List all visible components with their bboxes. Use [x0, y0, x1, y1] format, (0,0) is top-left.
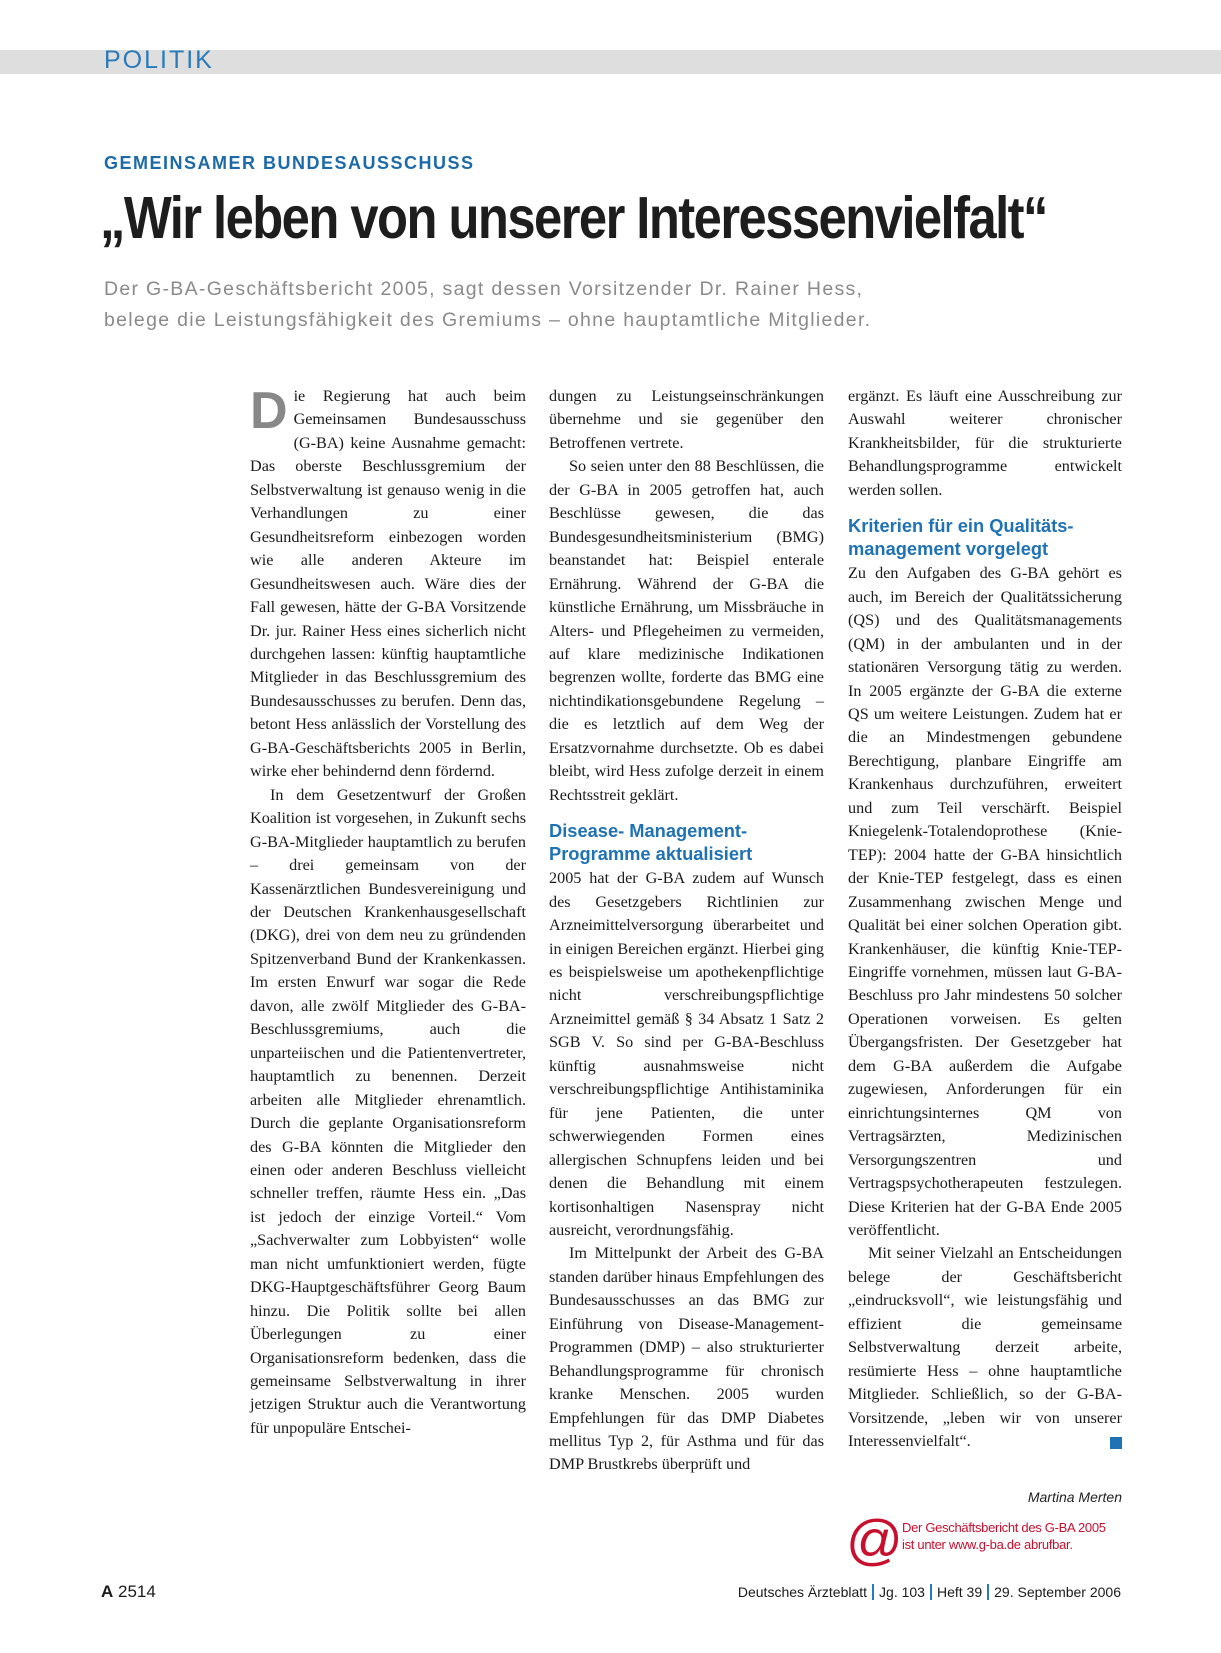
journal-footer — [738, 1584, 1121, 1600]
page-prefix: A — [101, 1582, 114, 1601]
subheading-dmp: Disease- Management-Programme aktualisiert — [549, 820, 753, 865]
paragraph-7: ergänzt. Es läuft eine Ausschreibung zur Auswahl weiterer chronischer Krankheitsbilder, für die strukturierte Behandlungsprogramme entwickelt werden sollen. — [848, 387, 1122, 499]
drop-cap: D — [250, 382, 288, 440]
column-2 — [549, 385, 824, 1477]
page-number-value: 2514 — [118, 1582, 156, 1601]
footer-separator — [930, 1584, 932, 1600]
footer-separator — [987, 1584, 989, 1600]
article-deck — [104, 274, 1004, 336]
journal-issue: Heft 39 — [936, 1584, 983, 1600]
article-headline: „Wir leben von unserer Interessenvielfalt“ — [100, 185, 1047, 251]
subheading-qm: Kriterien für ein Qualitäts-management vorgelegt — [848, 515, 1074, 560]
paragraph-4: So seien unter den 88 Beschlüssen, die der G-BA in 2005 getroffen hat, auch Beschlüsse gewesen, die das Bundesgesundheitsministerium (BMG) beanstandet hat: Beispiel enterale Ernährung. Während der G-BA die künstliche Ernährung, um Missbräuche in Alters- und Pflegeheimen zu vermeiden, auf klare medizinische Indikationen begrenzen wollte, forderte das BMG eine nichtindikationsgebundene Regelung – die es letztlich auf dem Weg der Ersatzvornahme durchsetzte. Ob es dabei bleibt, wird Hess zufolge derzeit in einem Rechtsstreit geklärt. — [549, 457, 824, 804]
end-mark-square — [1110, 1437, 1122, 1449]
paragraph-9-text: Mit seiner Vielzahl an Entscheidungen belege der Geschäftsbericht „eindrucksvoll“, wie leistungsfähig und effizient die gemeinsame Selbstverwaltung derzeit arbeite, resümierte Hess – ohne hauptamtliche Mitglieder. Schließlich, so der G-BA-Vorsitzende, „leben wir von unserer Interessenvielfalt“. — [848, 1244, 1122, 1451]
paragraph-3: dungen zu Leistungseinschränkungen übernehme und sie gegenüber den Betroffenen vertrete. — [549, 387, 824, 452]
paragraph-9 — [848, 1242, 1122, 1453]
column-1 — [250, 382, 526, 1440]
deck-line-2: belege die Leistungsfähigkeit des Gremiums – ohne hauptamtliche Mitglieder. — [104, 309, 872, 331]
article-kicker: GEMEINSAMER BUNDESAUSSCHUSS — [104, 153, 475, 173]
author-byline: Martina Merten — [1027, 1489, 1122, 1505]
paragraph-1-text: ie Regierung hat auch beim Gemeinsamen Bundesausschuss (G-BA) keine Ausnahme gemacht: Das oberste Beschlussgremium der Selbstverwaltung ist genauso wenig in die Verhandlungen zu einer Gesundheitsreform einbezogen worden wie alle anderen Akteure im Gesundheitswesen auch. Wäre dies der Fall gewesen, hätte der G-BA Vorsitzende Dr. jur. Rainer Hess eines sicherlich nicht durchgehen lassen: künftig hauptamtliche Mitglieder in das Beschlussgremium des Bundesausschusses zu berufen. Denn das, betont Hess anlässlich der Vorstellung des G-BA-Geschäftsberichts 2005 in Berlin, wirke eher behindernd denn fördernd. — [250, 387, 526, 781]
paragraph-8: Zu den Aufgaben des G-BA gehört es auch, im Bereich der Qualitätssicherung (QS) und des Qualitätsmanagements (QM) in der ambulanten und in der stationären Versorgung tätig zu werden. In 2005 ergänzte der G-BA die externe QS um weitere Leistungen. Zudem hat er die an Mindestmengen gebundene Berechtigung, planbare Eingriffe am Krankenhaus durchzuführen, erweitert und zum Teil verschärft. Beispiel Kniegelenk-Totalendoprothese (Knie-TEP): 2004 hatte der G-BA hinsichtlich der Knie-TEP festgelegt, dass es einen Zusammenhang zwischen Menge und Qualität bei einer solchen Operation gibt. Krankenhäuser, die künftig Knie-TEP-Eingriffe vornehmen, müssen laut G-BA-Beschluss pro Jahr mindestens 50 solcher Operationen vorweisen. Es gelten Übergangsfristen. Der Gesetzgeber hat dem G-BA außerdem die Aufgabe zugewiesen, Anforderungen für ein einrichtungsinternes QM von Vertragsärzten, Medizinischen Versorgungszentren und Vertragspsychotherapeuten festzulegen. Diese Kriterien hat der G-BA Ende 2005 veröffentlicht. — [848, 564, 1122, 1239]
journal-name: Deutsches Ärzteblatt — [737, 1584, 868, 1600]
paragraph-6: Im Mittelpunkt der Arbeit des G-BA standen darüber hinaus Empfehlungen des Bundesausschusses an das BMG zur Einführung von Disease-Management-Programmen (DMP) – also strukturierter Behandlungsprogramme für chronisch kranke Menschen. 2005 wurden Empfehlungen für das DMP Diabetes mellitus Typ 2, für Asthma und für das DMP Brustkrebs überprüft und — [549, 1244, 824, 1474]
page-number — [101, 1582, 156, 1602]
paragraph-5: 2005 hat der G-BA zudem auf Wunsch des Gesetzgebers Richtlinien zur Arzneimittelversorgung überarbeitet und in einigen Bereichen ergänzt. Hierbei ging es beispielsweise um apothekenpflichtige nicht verschreibungspflichtige Arzneimittel gemäß § 34 Absatz 1 Satz 2 SGB V. So sind per G-BA-Beschluss künftig ausnahmsweise nicht verschreibungspflichtige Antihistaminika für jene Patienten, die unter schwerwiegenden Formen eines allergischen Schnupfens leiden und bei denen die Behandlung mit einem kortisonhaltigen Nasenspray nicht ausreicht, verordnungsfähig. — [549, 869, 824, 1239]
web-reference-note — [902, 1519, 1132, 1553]
footer-separator — [872, 1584, 874, 1600]
note-line-1: Der Geschäftsbericht des G-BA 2005 — [902, 1520, 1106, 1535]
journal-date: 29. September 2006 — [994, 1584, 1121, 1600]
deck-line-1: Der G-BA-Geschäftsbericht 2005, sagt dessen Vorsitzender Dr. Rainer Hess, — [104, 278, 864, 300]
at-sign-icon: @ — [846, 1508, 903, 1571]
note-line-2: ist unter www.g-ba.de abrufbar. — [902, 1537, 1073, 1552]
section-label: POLITIK — [104, 46, 214, 74]
column-3 — [848, 385, 1122, 1453]
journal-volume: Jg. 103 — [879, 1584, 925, 1600]
paragraph-1 — [250, 382, 526, 784]
paragraph-2: In dem Gesetzentwurf der Großen Koalition ist vorgesehen, in Zukunft sechs G-BA-Mitglieder hauptamtlich zu berufen – drei gemeinsam von der Kassenärztlichen Bundesvereinigung und der Deutschen Krankenhausgesellschaft (DKG), drei von dem neu zu gründenden Spitzenverband Bund der Krankenkassen. Im ersten Enwurf war sogar die Rede davon, alle zwölf Mitglieder des G-BA-Beschlussgremiums, auch die unparteiischen und die Patientenvertreter, hauptamtlich zu benennen. Derzeit arbeiten alle Mitglieder ehrenamtlich. Durch die geplante Organisationsreform des G-BA könnten die Mitglieder den einen oder anderen Beschluss vielleicht schneller treffen, räumte Hess ein. „Das ist jedoch der einzige Vorteil.“ Vom „Sachverwalter zum Lobbyisten“ wolle man nicht umfunktioniert werden, fügte DKG-Hauptgeschäftsführer Georg Baum hinzu. Die Politik sollte bei allen Überlegungen zu einer Organisationsreform bedenken, dass die gemeinsame Selbstverwaltung in ihrer jetzigen Struktur auch die Verantwortung für unpopuläre Entschei- — [250, 785, 526, 1437]
